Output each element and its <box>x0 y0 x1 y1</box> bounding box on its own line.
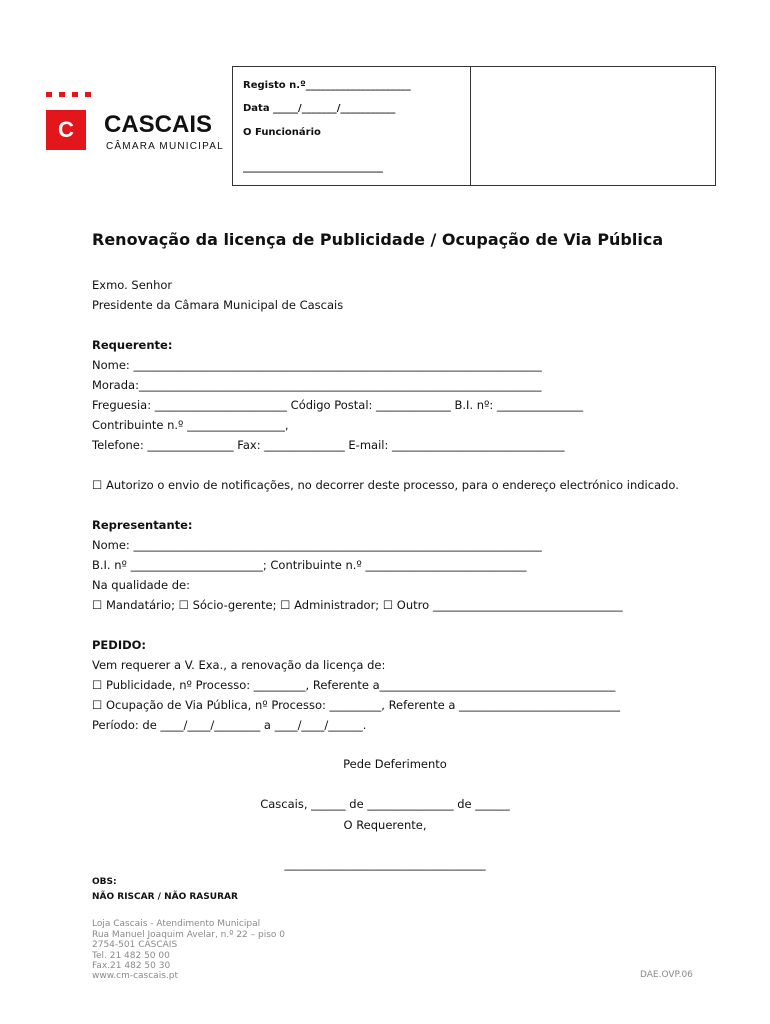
page-title: Renovação da licença de Publicidade / Ocupação de Via Pública <box>92 230 664 249</box>
pedido-intro: Vem requerer a V. Exa., a renovação da licença de: <box>92 658 386 672</box>
pedido-heading: PEDIDO: <box>92 638 147 652</box>
pedido-ocupacao-checkbox[interactable]: ☐ Ocupação de Via Pública, nº Processo: _________, Referente a ____________________________ <box>92 698 621 712</box>
requerente-label: O Requerente, <box>343 818 427 832</box>
footer-line5: Fax.21 482 50 30 <box>92 961 171 971</box>
logo-mark: C <box>46 110 86 150</box>
requerente-signature-line[interactable]: ___________________________________ <box>284 857 486 871</box>
pedido-periodo-field[interactable]: Período: de ____/____/________ a ____/____/______. <box>92 718 367 732</box>
requerente-nome-field[interactable]: Nome: _______________________________________________________________________ <box>92 358 542 372</box>
pede-deferimento: Pede Deferimento <box>343 757 447 771</box>
logo-dots <box>46 92 92 97</box>
logo-subtitle: CÂMARA MUNICIPAL <box>106 141 224 152</box>
pedido-publicidade-checkbox[interactable]: ☐ Publicidade, nº Processo: _________, Referente a_________________________________________ <box>92 678 616 692</box>
footer-line3: 2754-501 CASCAIS <box>92 940 178 950</box>
requerente-telefone-field[interactable]: Telefone: _______________ Fax: ______________ E-mail: ______________________________ <box>92 438 565 452</box>
footer-line2: Rua Manuel Joaquim Avelar, n.º 22 – piso 0 <box>92 930 286 940</box>
registo-field[interactable]: Registo n.º_____________________ <box>243 80 411 91</box>
requerente-morada-field[interactable]: Morada:______________________________________________________________________ <box>92 378 542 392</box>
representante-qualidade-label: Na qualidade de: <box>92 578 190 592</box>
registry-divider <box>470 66 471 186</box>
representante-heading: Representante: <box>92 518 193 532</box>
representante-nome-field[interactable]: Nome: _______________________________________________________________________ <box>92 538 542 552</box>
footer-line1: Loja Cascais - Atendimento Municipal <box>92 919 261 929</box>
representante-bi-field[interactable]: B.I. nº _______________________; Contribuinte n.º ____________________________ <box>92 558 527 572</box>
autorizo-checkbox[interactable]: ☐ Autorizo o envio de notificações, no decorrer deste processo, para o endereço electrónico indicado. <box>92 478 679 492</box>
greeting-line1: Exmo. Senhor <box>92 278 173 292</box>
local-data-field[interactable]: Cascais, ______ de _______________ de ______ <box>260 797 510 811</box>
requerente-heading: Requerente: <box>92 338 173 352</box>
footer-line4: Tel. 21 482 50 00 <box>92 951 170 961</box>
obs-text: NÃO RISCAR / NÃO RASURAR <box>92 892 238 902</box>
obs-label: OBS: <box>92 877 117 887</box>
requerente-freguesia-field[interactable]: Freguesia: _______________________ Código Postal: _____________ B.I. nº: _______________ <box>92 398 584 412</box>
funcionario-label: O Funcionário <box>243 127 321 138</box>
form-code: DAE.OVP.06 <box>640 970 693 980</box>
logo-name: CASCAIS <box>104 111 213 138</box>
greeting-line2: Presidente da Câmara Municipal de Cascais <box>92 298 344 312</box>
funcionario-signature-line[interactable]: ____________________________ <box>243 162 383 173</box>
data-field[interactable]: Data _____/_______/___________ <box>243 103 396 114</box>
representante-qualidade-options[interactable]: ☐ Mandatário; ☐ Sócio-gerente; ☐ Administrador; ☐ Outro _________________________________ <box>92 598 623 612</box>
requerente-contribuinte-field[interactable]: Contribuinte n.º _________________, <box>92 418 289 432</box>
footer-website[interactable]: www.cm-cascais.pt <box>92 971 178 981</box>
